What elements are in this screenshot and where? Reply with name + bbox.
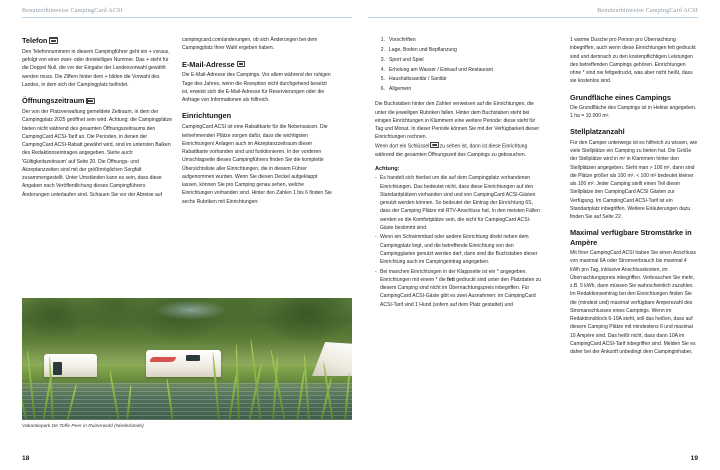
list-item-number: 4. <box>380 66 385 73</box>
list-item: - Wenn ein Schwimmbad oder andere Einrichtung direkt neben dem Campingplatz liegt, und die betreffende Einrichtung von den Campinggästen genutzt werden darf, dann sind die Buchstaben dieser Einrichtung auch im Campingeintrag angegeben. <box>375 233 543 266</box>
column-four <box>570 36 698 363</box>
camping-photo-image <box>22 298 352 420</box>
oeffnungszeitraum-body: Der von der Platzverwaltung gemeldete Zeitraum, in dem der Campingplatz 2025 geöffnet sein wird. Achtung: die Campingplätze bieten nicht während des gesamten Öffnungszeitraums den CampingCard ACSI-Tarif an. Die Perioden, in denen der CampingCard ACSI-Rabatt gewährt wird, sind im untersten Balken des Redaktionseintrages angegeben. Siehe auch: 'Gültigkeitszeitraum' auf Seite 20. Die Öffnungs- und Akzeptanzzeiten sind mit der größtmöglichen Sorgfalt zusammengestellt. Unter Umständen kann es sein, dass diese Angaben nach Veröffentlichung dieses Campingführers Änderungen unterlaufen sind. Schauen Sie vor der Abreise auf <box>22 109 173 198</box>
bullet-three-bold: fett <box>447 276 455 283</box>
heading-telefon-label: Telefon <box>22 36 48 45</box>
list-item-number: 5. <box>380 76 385 83</box>
list-item <box>375 66 543 74</box>
header-rule-right <box>368 17 698 18</box>
page-number-left: 18 <box>22 455 30 462</box>
achtung-bullet-list <box>375 174 543 308</box>
heading-oeffnungszeitraum <box>22 96 174 105</box>
list-item-label: Allgemein <box>389 86 412 93</box>
list-item-label: Haushaltssanitär / Sanitär <box>389 76 447 83</box>
heading-grundflaeche: Grundfläche eines Campings <box>570 92 671 102</box>
running-head-right: Benutzerhinweise CampingCard ACSI <box>597 7 698 14</box>
list-item-label: Erholung am Wasser / Einkauf und Restaurant <box>389 66 493 73</box>
heading-stellplatzanzahl: Stellplatzanzahl <box>570 127 625 137</box>
column-four-continuation: 1 warme Dusche pro Person pro Übernachtung inbegriffen, auch wenn diese Einrichtungen fett gedruckt sind und demnach zu den kostenpflichtigen Leistungen des betreffenden Campings gehören. Einrichtungen ohne * sind nie fettgedruckt, was aber nicht heißt, dass sie kostenlos sind. <box>570 37 696 85</box>
list-item-number: 3. <box>380 56 385 63</box>
facility-categories-list <box>375 36 543 93</box>
heading-stromstaerke: Maximal verfügbare Stromstärke in Ampère <box>570 228 692 247</box>
header-rule-left <box>22 17 352 18</box>
photo-motorhome-right <box>146 350 221 377</box>
bullet-three-pre: Bei manchen Einrichtungen in der Klappseite ist ein * angegeben. Einrichtungen mit einem * die <box>380 268 527 283</box>
heading-telefon <box>22 36 174 45</box>
mail-icon <box>237 61 245 67</box>
einrichtungen-body: CampingCard ACSI ist eine Rabattkarte für die Nebensaison. Die teilnehmenden Plätze sorgen dafür, dass die wichtigsten Einrichtungen/ Anlagen auch im Akzeptanzzeitraum dieser Rabattkarte vorhanden sind und funktionieren. In der vorderen Umschlagseite dieses Campingführers finden Sie die komplette Übersichtsliste aller Einrichtungen, die in diesem Führer aufgenommen wurden. Wenn Sie diesen Deckel aufgeklappt lassen, können Sie pro Camping genau sehen, welche Einrichtungen vorhanden sind. Hinter den Zahlen 1 bis 6 finden Sie sechs Rubriken mit Einrichtungen: <box>182 124 332 205</box>
column-two <box>182 36 334 213</box>
key-explanation <box>375 142 543 159</box>
key-explanation-post: zu sehen ist, dann ist diese Einrichtung während der gesamten Öffnungszeit des Campings zu gebrauchen. <box>375 143 528 158</box>
list-item-number: 1. <box>380 37 385 43</box>
list-item <box>375 75 543 83</box>
photo-caravan-left <box>44 354 97 377</box>
page-number-right: 19 <box>690 455 698 462</box>
running-head-left: Benutzerhinweise CampingCard ACSI <box>22 7 123 14</box>
grundflaeche-body: Die Grundfläche des Campings ist in Hektar angegeben. 1 ha = 10.000 m². <box>570 104 697 120</box>
calendar-icon <box>86 98 94 104</box>
email-body: Die E-Mail-Adresse des Campings. Vor allem während der ruhigen Tage des Jahres, wenn die Rezeption nicht durchgehend besetzt ist, erweist sich die E-Mail-Adresse für Reservierungen oder die Anfrage von Informationen als hilfreich. <box>182 72 331 104</box>
heading-oeffnungszeitraum-label: Öffnungszeitraum <box>22 96 85 106</box>
list-item <box>375 46 543 54</box>
key-icon <box>430 142 438 148</box>
photo-caravan-window <box>53 362 62 375</box>
photo-motorhome-window <box>186 355 200 361</box>
stromstaerke-body: Mit Ihrer CampingCard ACSI haben Sie einen Anschluss von maximal 6A oder Stromverbrauch bis maximal 4 kWh pro Tag, inklusive Anschlusskosten, im Übernachtungspreis inbegriffen. Verbrauchen Sie mehr, z.B. 5 kWh, dann müssen Sie wahrscheinlich zuzahlen. Im Redaktionseintrag bei den Einrichtungen finden Sie die (mindest und) maximal verfügbare Amperezahl des Stromanschlusses eines Campings. Wenn im Redaktionsblock 6-10A steht, soll das heißen, dass auf diesem Camping Plätze mit mindestens 6 und maximal 10 Ampère sind. Das heißt nicht, dass dann 10A im CampingCard ACSI-Tarif inbegriffen sind. Melden Sie es daher bei der Ankunft unbedingt dem Campinginhaber, <box>570 250 696 356</box>
heading-email <box>182 60 334 69</box>
column-three <box>375 36 543 310</box>
list-item-number: 2. <box>380 46 385 53</box>
photo-sky-gap <box>154 300 227 320</box>
photo-caption: Vakantiepark De Toffe Peer in Ruinerwold (Niederlande) <box>22 424 144 429</box>
camping-photo <box>22 298 352 420</box>
stellplatzanzahl-body: Für den Camper unterwegs ist es hilfreich zu wissen, wie viele Stellplätze ein Camping zu bieten hat. Die Größe der Stellplätze wird in m² in Klammern hinter den Stellplätzen angegeben. Sieht man > 100 m², dann sind die Plätze größer als 100 m². < 100 m² bedeutet kleiner als 100 m². Jeder Camping stellt einen Teil dieser Stellplätze den CampingCard ACSI Gästen zur Verfügung. Im CampingCard ACSI-Tarif ist ein Standartplatz inbegriffen. Weitere Erläuterungen dazu finden Sie auf Seite 22. <box>570 139 698 221</box>
list-item-label: Lage, Boden und Bepflanzung <box>389 46 457 53</box>
photo-motorhome-stripe <box>150 357 176 362</box>
list-item-label: Sport und Spiel <box>389 56 424 63</box>
letters-explanation: Die Buchstaben hinter den Zahlen verweisen auf die Einrichtungen, die unter die jeweiligen Rubriken fallen. Hinter dem Buchstaben steht bei einigen Einrichtungen in Klammern eine weitere Periode: diese steht für Tag und Monat. In dieser Periode können Sie mit der Verfügbarkeit dieser Einrichtungen rechnen. <box>375 101 540 141</box>
list-item-number: 6. <box>380 86 385 93</box>
phone-icon <box>49 37 57 43</box>
heading-einrichtungen-label: Einrichtungen <box>182 111 232 121</box>
bullet-three-post: gedruckt sind unter den Platzdaten zu diesem Camping sind nicht im Übernachtungspreis inbegriffen. Für CampingCard ACSI-Gäste gibt es zwei Ausnahmen: im CampingCard ACSI-Tarif sind 1 Hund (sofern auf dem Platz gestattet) und <box>380 276 542 308</box>
heading-email-label: E-Mail-Adresse <box>182 59 235 69</box>
list-item <box>375 36 543 44</box>
column-one <box>22 36 174 206</box>
list-item: - Es handelt sich hierbei um die auf dem Campingplatz vorhandenen Einrichtungen. Das bedeutet nicht, dass diese Einrichtungen auf den Standardplätzen vorhanden sind und von CampingCard ACSI-Gästen genutzt werden können. So bedeutet der Eintrag der Einrichtung 6S, dass der Camping Plätze mit RTV-Anschluss hat. In den meisten Fällen werden es die Komfortplätze sein, die nicht für CampingCard ACSI-Gäste bestimmt sind. <box>375 174 543 232</box>
column-two-continuation: campingcard.com/anderungen, ob sich Änderungen bei dem Campingplatz Ihrer Wahl ergeben haben. <box>182 37 318 52</box>
key-explanation-pre: Wenn dort ein Schlüssel <box>375 143 430 150</box>
list-item <box>375 56 543 64</box>
list-item <box>375 268 543 309</box>
list-item-label: Vorschriften <box>389 37 416 43</box>
heading-achtung: Achtung: <box>375 165 400 172</box>
photo-water <box>22 383 352 420</box>
heading-einrichtungen <box>182 111 334 120</box>
list-item <box>375 85 543 93</box>
telefon-body: Den Telefonnummern in diesem Campingführer geht ein + voraus, gefolgt von einer zwei- oder dreistelligen Nummer. Das + steht für die Doppel Null, die vor der Eingabe der Landesvorwahl gewählt werden muss. Die Ziffern hinter dem + bilden die Vorwahl des Landes, in dem sich der Campingplatz befindet. <box>22 48 170 88</box>
